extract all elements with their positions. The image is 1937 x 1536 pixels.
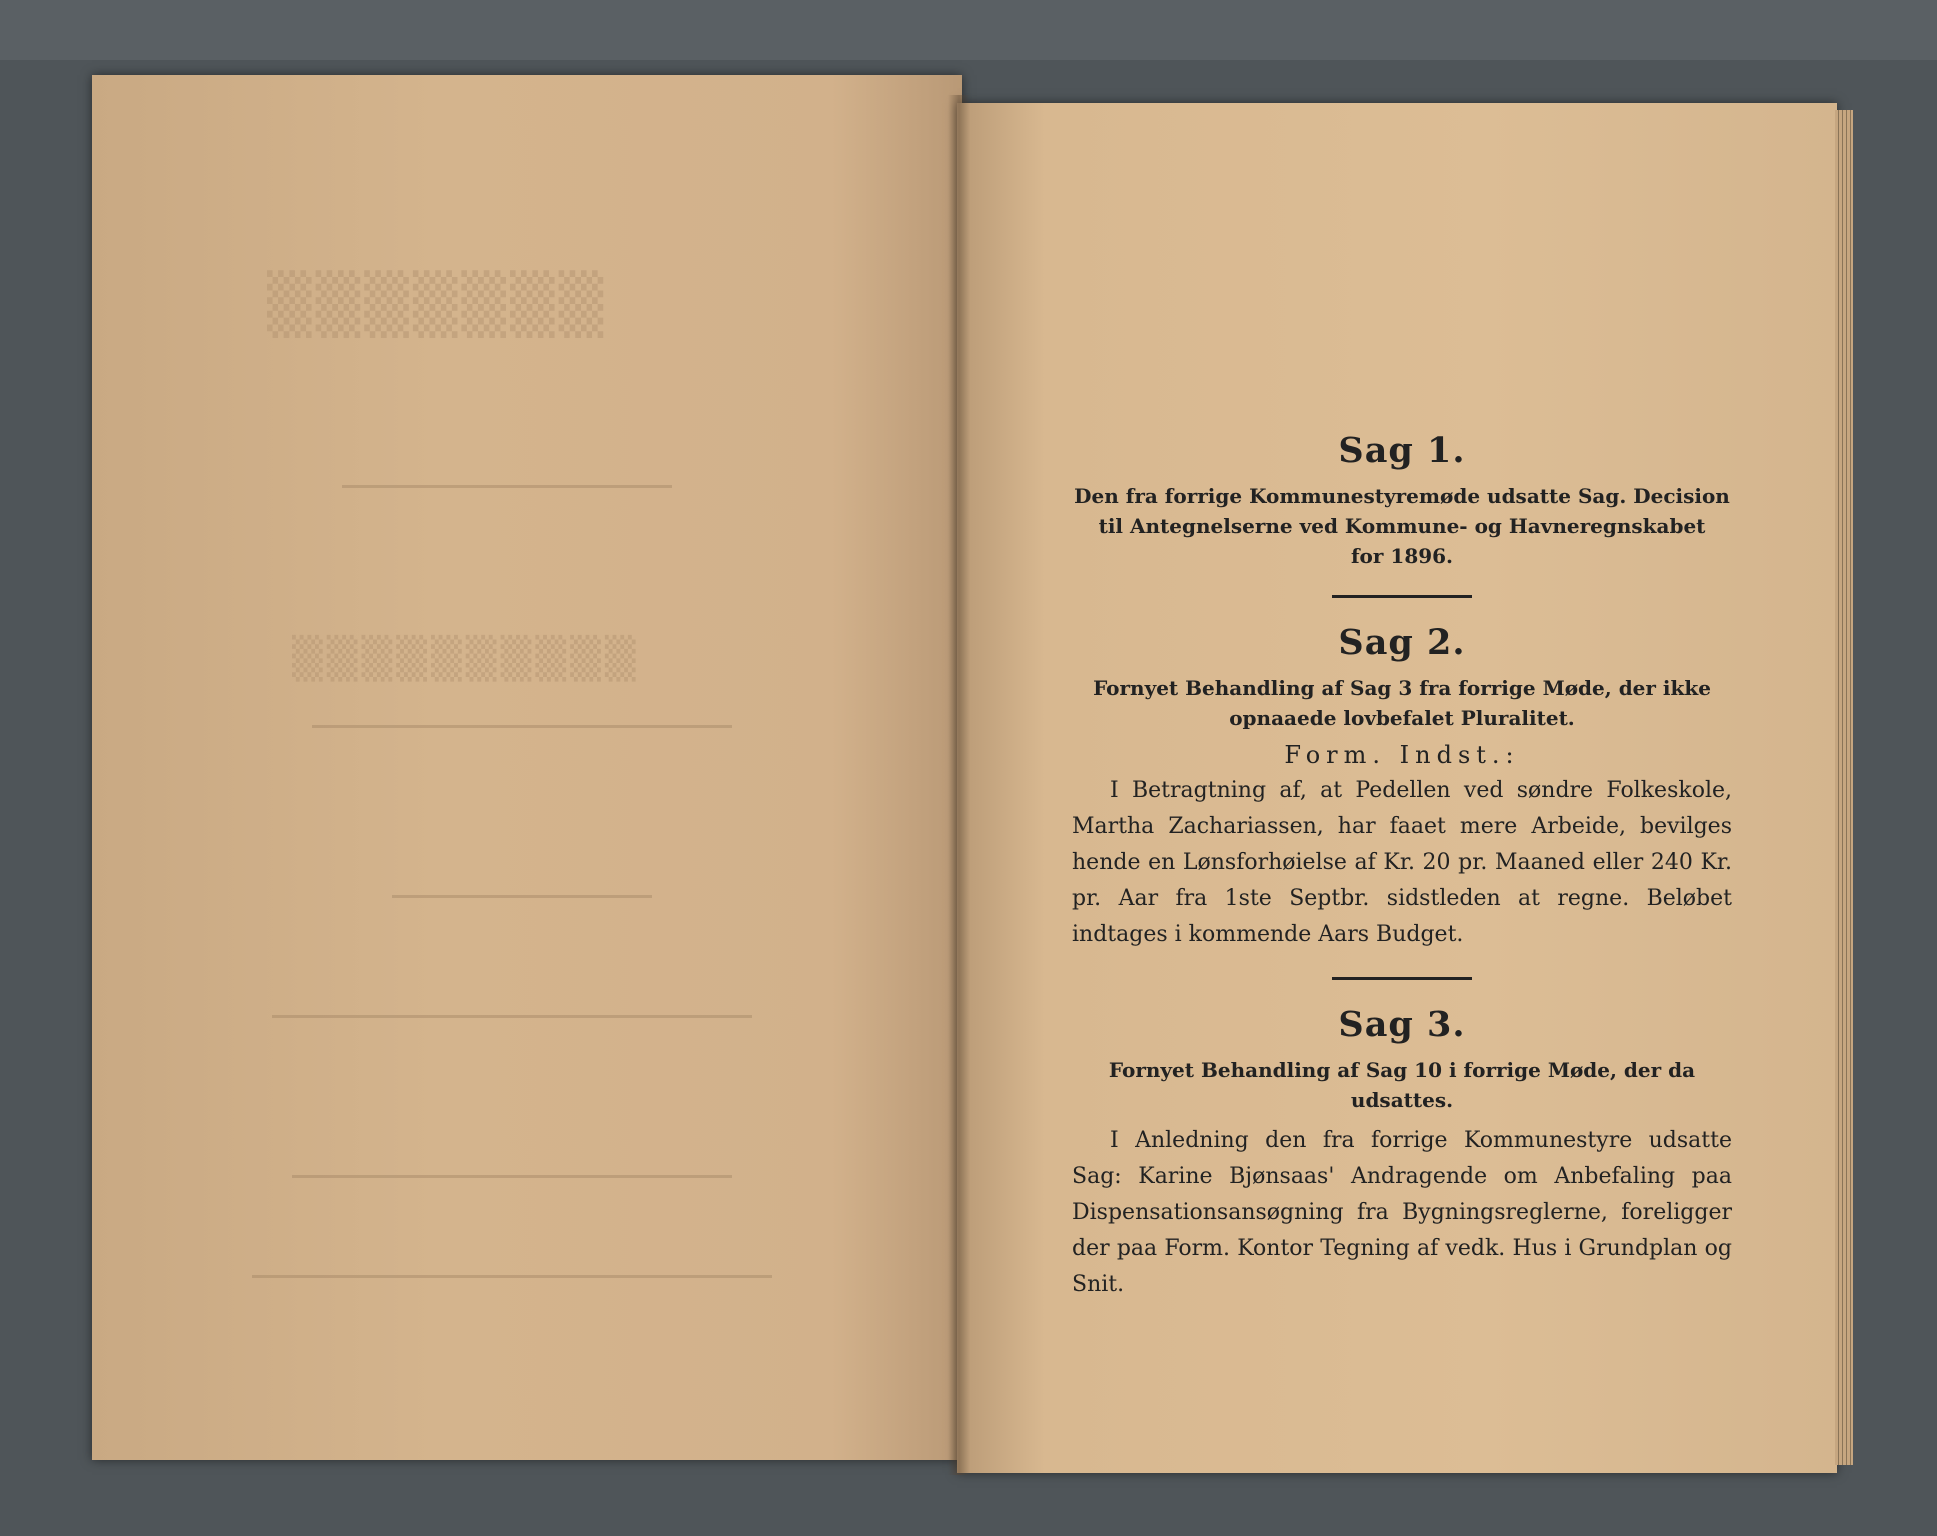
right-page-content (1072, 430, 1732, 1303)
section-heading: Sag 3. (1338, 1004, 1466, 1045)
section-body: I Betragtning af, at Pedellen ved søndre Folkeskole, Martha Zachariassen, har faaet mere Arbeide, bevilges hende en Lønsforhøielse af Kr. 20 pr. Maaned eller 240 Kr. pr. Aar fra 1ste Septbr. sidstleden at regne. Beløbet indtages i kommende Aars Budget. (1072, 778, 1732, 947)
section-body: I Anledning den fra forrige Kommunestyre udsatte Sag: Karine Bjønsaas' Andragende om Anbefaling paa Dispensationsansøgning fra Bygningsreglerne, foreligger der paa Form. Kontor Tegning af vedk. Hus i Grundplan og Snit. (1072, 1128, 1732, 1297)
page-edges (1835, 110, 1853, 1465)
section-title-line: til Antegnelserne ved Kommune- og Havneregnskabet (1098, 514, 1706, 538)
bleed-through-line (272, 1015, 752, 1018)
section-title-line: udsattes. (1350, 1088, 1454, 1112)
scanner-backdrop (0, 0, 1937, 60)
section-sag-2 (1072, 622, 1732, 953)
section-title-line: Den fra forrige Kommunestyremøde udsatte Sag. Decision (1074, 484, 1730, 508)
bleed-through-line (392, 895, 652, 898)
book-spine (948, 95, 970, 1475)
section-divider (1332, 595, 1472, 598)
bleed-through-line (252, 1275, 772, 1278)
section-sag-1 (1072, 430, 1732, 571)
bleed-through-line (342, 485, 672, 488)
left-page (92, 75, 962, 1460)
bleed-through-line (292, 1175, 732, 1178)
section-sag-3 (1072, 1004, 1732, 1303)
section-title-line: for 1896. (1350, 544, 1454, 568)
bleed-through-mark: ▒▒▒▒▒▒▒ (267, 270, 608, 338)
section-title-line: Fornyet Behandling af Sag 10 i forrige Møde, der da (1108, 1058, 1696, 1082)
bleed-through-mark: ▒▒▒▒▒▒▒▒▒▒ (292, 635, 640, 682)
recommendation-label: Form. Indst.: (1284, 741, 1520, 769)
section-title-line: Fornyet Behandling af Sag 3 fra forrige Møde, der ikke (1093, 676, 1711, 700)
section-heading: Sag 2. (1338, 622, 1466, 663)
section-title-line: opnaaede lovbefalet Pluralitet. (1229, 706, 1575, 730)
bleed-through-line (312, 725, 732, 728)
section-divider (1332, 977, 1472, 980)
section-heading: Sag 1. (1338, 430, 1466, 471)
